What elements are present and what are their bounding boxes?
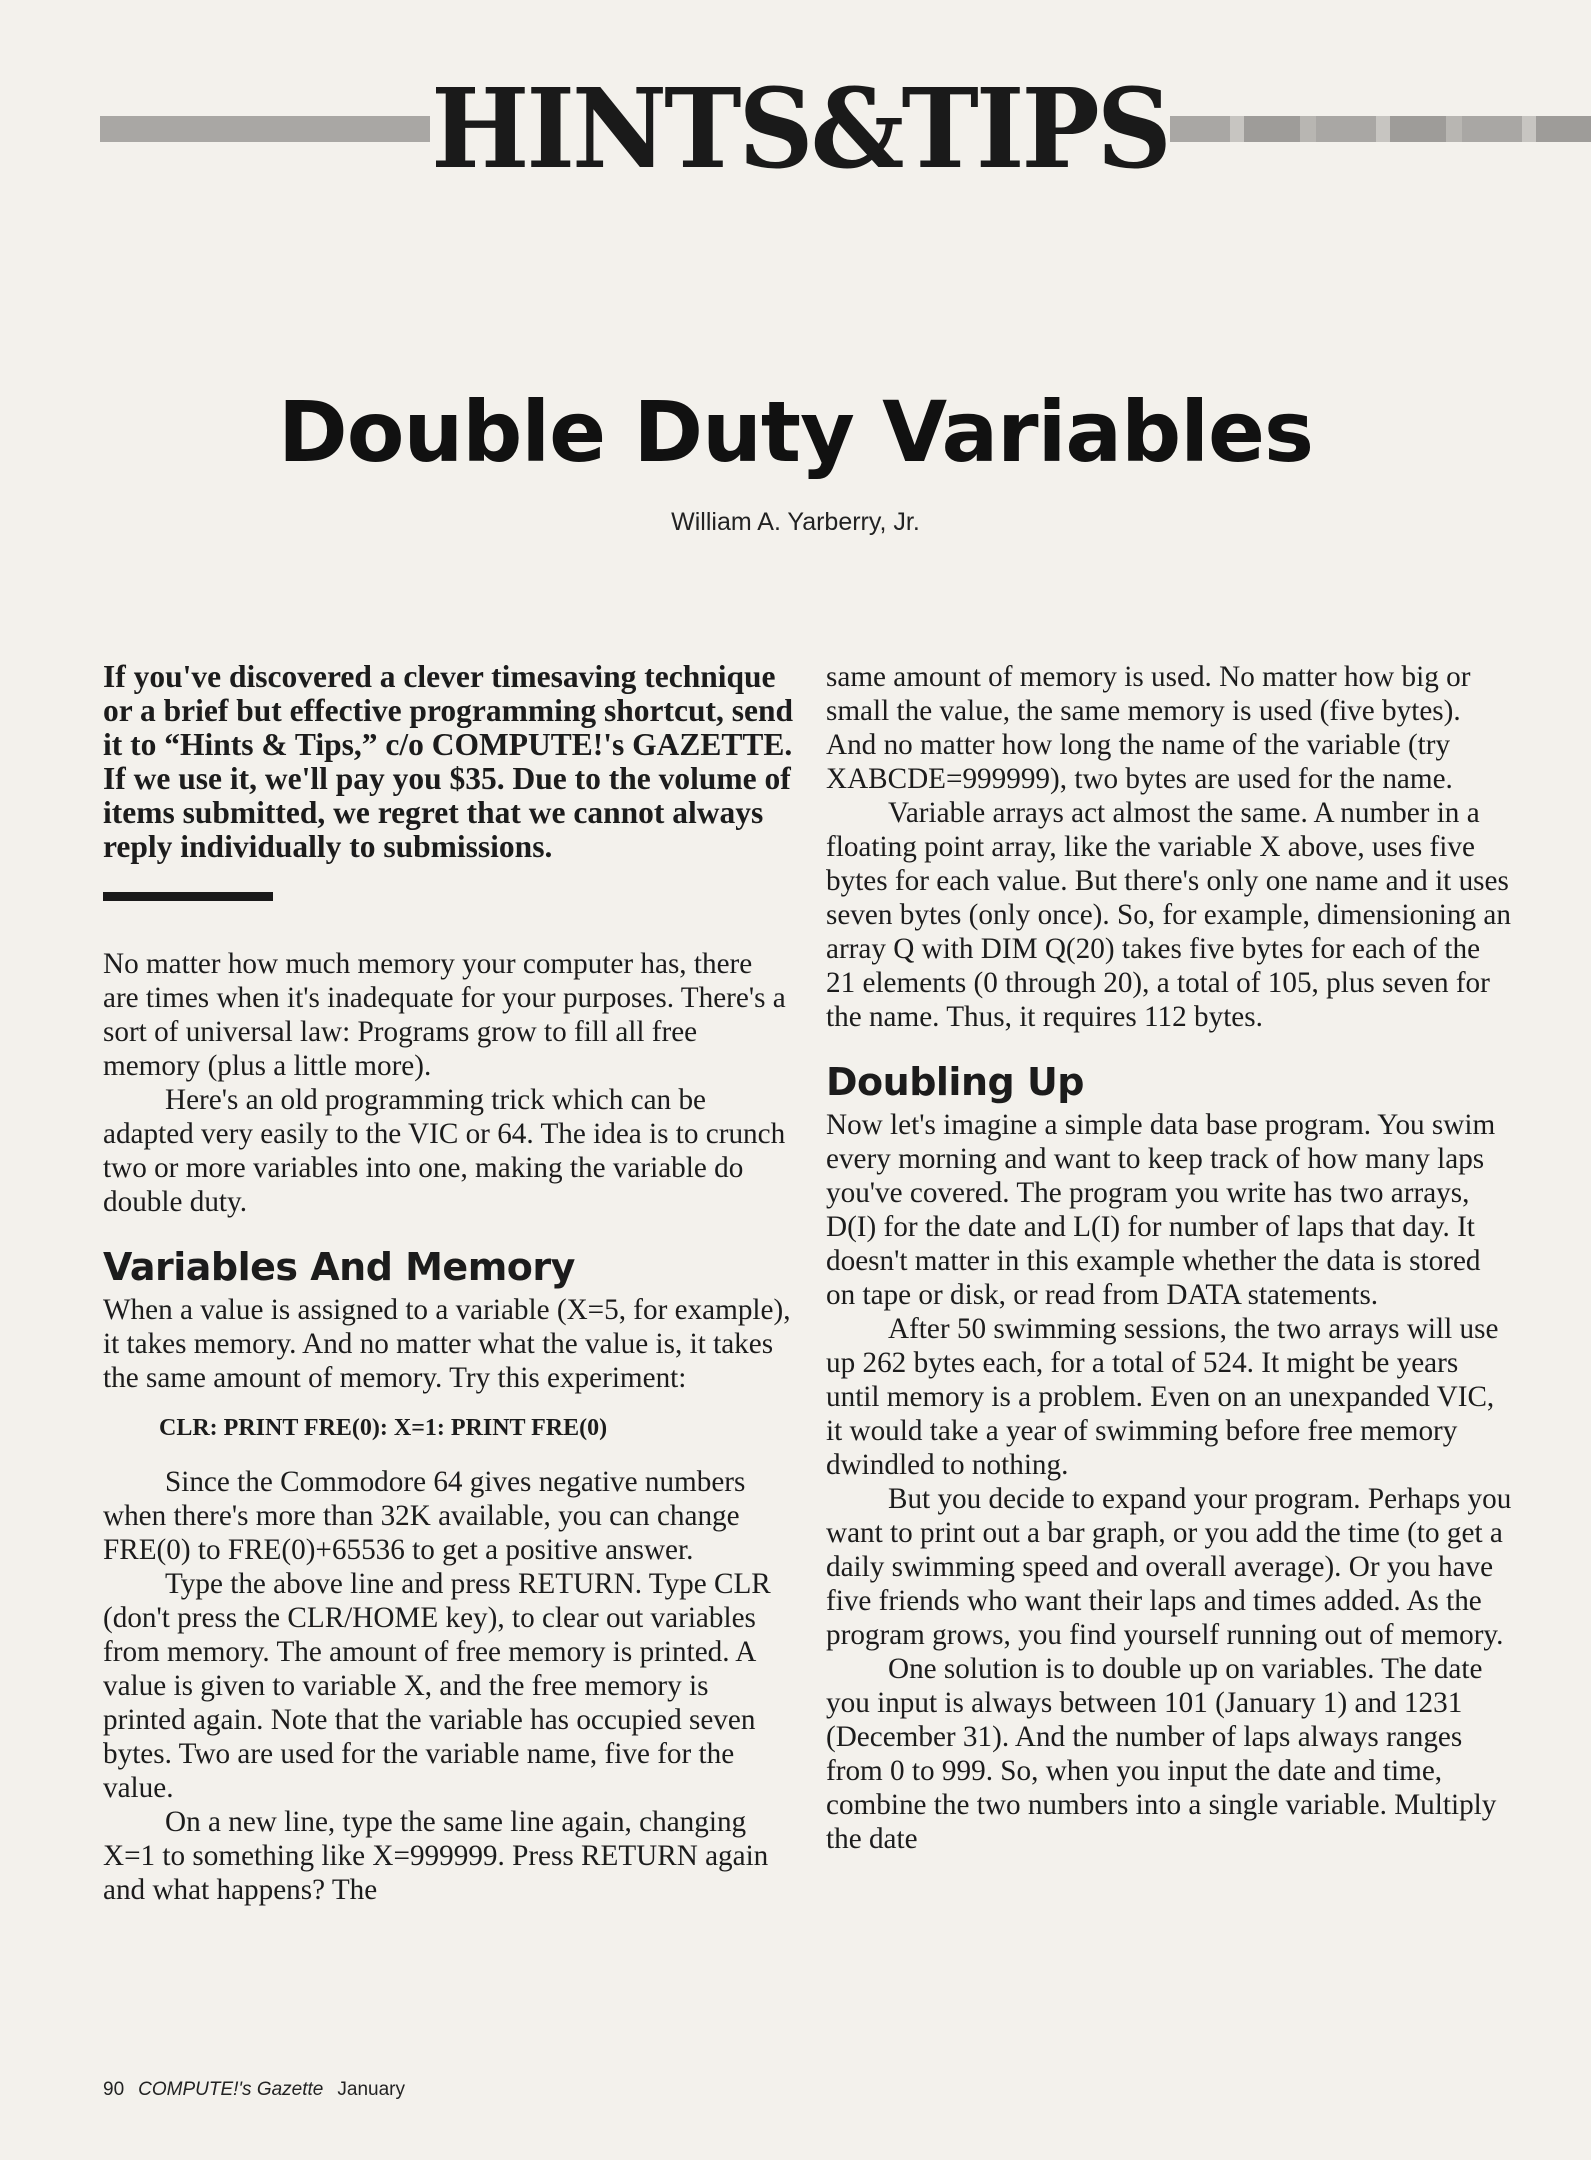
masthead [100, 63, 1520, 194]
body-paragraph: One solution is to double up on variables. The date you input is always between 101 (January 1) and 1231 (December 31). And the number of laps always ranges from 0 to 999. So, when you input the date and time, combine the two numbers into a single variable. Multiply the date [826, 1653, 1497, 1855]
masthead-bar-right [1170, 116, 1591, 142]
body-paragraph: On a new line, type the same line again, changing X=1 to something like X=999999. Press RETURN again and what happens? The [103, 1806, 769, 1906]
intro-paragraph: If you've discovered a clever timesaving technique or a brief but effective programming shortcut, send it to “Hints & Tips,” c/o COMPUTE!'s GAZETTE. If we use it, we'll pay you $35. Due to the volume of items submitted, we regret that we cannot always reply individually to submissions. [103, 659, 793, 864]
article-author: William A. Yarberry, Jr. [671, 508, 920, 536]
section-heading-variables-and-memory: Variables And Memory [103, 1245, 575, 1289]
page-number: 90 [103, 2079, 125, 2100]
intro-rule [103, 892, 273, 901]
body-paragraph: Type the above line and press RETURN. Type CLR (don't press the CLR/HOME key), to clear out variables from memory. The amount of free memory is printed. A value is given to variable X, and the free memory is printed again. Note that the variable has occupied seven bytes. Two are used for the variable name, five for the value. [103, 1568, 771, 1804]
body-paragraph: Now let's imagine a simple data base program. You swim every morning and want to keep track of how many laps you've covered. The program you write has two arrays, D(I) for the date and L(I) for number of laps that day. It doesn't matter in this example whether the data is stored on tape or disk, or read from DATA statements. [826, 1109, 1496, 1311]
section-heading-doubling-up: Doubling Up [826, 1060, 1084, 1104]
right-column [826, 660, 1516, 1856]
page-footer [103, 2079, 405, 2101]
article-title: Double Duty Variables [278, 383, 1313, 481]
masthead-bar-left [100, 116, 430, 142]
body-paragraph: same amount of memory is used. No matter how big or small the value, the same memory is used (five bytes). And no matter how long the name of the variable (try XABCDE=999999), two bytes are used for the name. [826, 661, 1471, 795]
body-paragraph: Here's an old programming trick which can be adapted very easily to the VIC or 64. The idea is to crunch two or more variables into one, making the variable do double duty. [103, 1084, 786, 1218]
masthead-title: HINTS&TIPS [431, 63, 1169, 194]
body-paragraph: Since the Commodore 64 gives negative numbers when there's more than 32K available, you can change FRE(0) to FRE(0)+65536 to get a positive answer. [103, 1466, 746, 1566]
issue-month: January [337, 2079, 405, 2100]
body-paragraph: Variable arrays act almost the same. A number in a floating point array, like the variable X above, uses five bytes for each value. But there's only one name and it uses seven bytes (only once). So, for example, dimensioning an array Q with DIM Q(20) takes five bytes for each of the 21 elements (0 through 20), a total of 105, plus seven for the name. Thus, it requires 112 bytes. [826, 797, 1511, 1033]
body-paragraph: When a value is assigned to a variable (X=5, for example), it takes memory. And no matter what the value is, it takes the same amount of memory. Try this experiment: [103, 1294, 791, 1394]
publication-name: COMPUTE!'s Gazette [138, 2079, 324, 2100]
left-column [103, 660, 793, 1907]
body-paragraph: After 50 swimming sessions, the two arrays will use up 262 bytes each, for a total of 524. It might be years until memory is a problem. Even on an unexpanded VIC, it would take a year of swimming before free memory dwindled to nothing. [826, 1313, 1499, 1481]
body-paragraph: But you decide to expand your program. Perhaps you want to print out a bar graph, or you add the time (to get a daily swimming speed and overall average). Or you have five friends who want their laps and times added. As the program grows, you find yourself running out of memory. [826, 1483, 1512, 1651]
code-line: CLR: PRINT FRE(0): X=1: PRINT FRE(0) [159, 1415, 608, 1441]
body-paragraph: No matter how much memory your computer has, there are times when it's inadequate for your purposes. There's a sort of universal law: Programs grow to fill all free memory (plus a little more). [103, 948, 786, 1082]
